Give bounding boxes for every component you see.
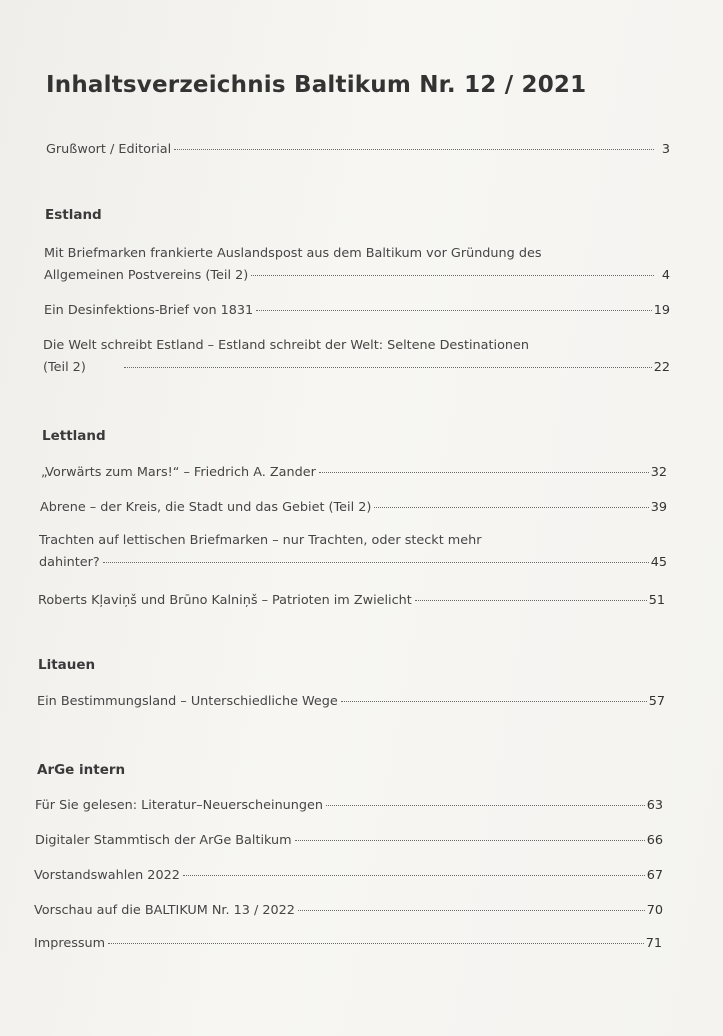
section-heading-litauen: Litauen bbox=[38, 657, 96, 673]
leader-dots bbox=[103, 561, 649, 563]
leader-dots bbox=[415, 599, 647, 601]
toc-entry[interactable] bbox=[34, 933, 662, 955]
entry-title: Vorstandswahlen 2022 bbox=[34, 868, 180, 883]
entry-title-line1: Mit Briefmarken frankierte Auslandspost aus dem Baltikum vor Gründung des bbox=[44, 246, 542, 261]
toc-entry[interactable] bbox=[37, 691, 665, 713]
entry-page-number: 70 bbox=[646, 903, 663, 918]
entry-page-number: 71 bbox=[645, 936, 662, 951]
entry-title: Grußwort / Editorial bbox=[46, 142, 172, 157]
toc-entry[interactable] bbox=[43, 335, 670, 379]
toc-entry[interactable] bbox=[39, 530, 667, 574]
entry-title: (Teil 2) bbox=[43, 360, 86, 375]
toc-entry[interactable] bbox=[44, 243, 670, 287]
section-heading-estland: Estland bbox=[45, 207, 102, 223]
entry-page-number: 51 bbox=[648, 593, 665, 608]
toc-entry-editorial[interactable] bbox=[46, 139, 670, 161]
page-title: Inhaltsverzeichnis Baltikum Nr. 12 / 2021 bbox=[46, 72, 587, 98]
leader-dots bbox=[298, 909, 645, 911]
entry-title: Impressum bbox=[34, 936, 106, 951]
entry-title: Roberts Kļaviņš und Brūno Kalniņš – Patrioten im Zwielicht bbox=[38, 593, 412, 608]
entry-title: Ein Bestimmungsland – Unterschiedliche Wege bbox=[37, 694, 338, 709]
entry-page-number: 63 bbox=[646, 798, 663, 813]
toc-entry[interactable] bbox=[34, 865, 663, 887]
entry-title: Für Sie gelesen: Literatur–Neuerscheinungen bbox=[35, 798, 324, 813]
leader-dots bbox=[108, 942, 644, 944]
leader-dots bbox=[256, 309, 652, 311]
entry-title: Abrene – der Kreis, die Stadt und das Gebiet (Teil 2) bbox=[40, 500, 372, 515]
leader-dots bbox=[341, 700, 647, 702]
toc-entry[interactable] bbox=[38, 590, 665, 612]
entry-title: Ein Desinfektions-Brief von 1831 bbox=[44, 303, 254, 318]
entry-title-line1: Die Welt schreibt Estland – Estland schreibt der Welt: Seltene Destinationen bbox=[43, 338, 529, 353]
entry-page-number: 22 bbox=[653, 360, 670, 375]
entry-title: Allgemeinen Postvereins (Teil 2) bbox=[44, 268, 249, 283]
entry-title: Vorschau auf die BALTIKUM Nr. 13 / 2022 bbox=[34, 903, 295, 918]
toc-entry[interactable] bbox=[44, 300, 670, 322]
section-heading-lettland: Lettland bbox=[42, 428, 106, 444]
entry-page-number: 57 bbox=[648, 694, 665, 709]
leader-dots bbox=[319, 471, 649, 473]
entry-title: Digitaler Stammtisch der ArGe Baltikum bbox=[35, 833, 292, 848]
entry-page-number: 45 bbox=[650, 555, 667, 570]
entry-page-number: 19 bbox=[653, 303, 670, 318]
entry-title: dahinter? bbox=[39, 555, 100, 570]
leader-dots bbox=[295, 839, 645, 841]
entry-page-number: 4 bbox=[661, 268, 670, 283]
leader-dots bbox=[374, 506, 648, 508]
toc-entry[interactable] bbox=[35, 830, 663, 852]
entry-page-number: 3 bbox=[661, 142, 670, 157]
toc-entry[interactable] bbox=[41, 462, 667, 484]
leader-dots bbox=[183, 874, 645, 876]
entry-page-number: 67 bbox=[646, 868, 663, 883]
section-heading-arge-intern: ArGe intern bbox=[37, 762, 126, 778]
entry-title-line1: Trachten auf lettischen Briefmarken – nur Trachten, oder steckt mehr bbox=[39, 533, 482, 548]
entry-page-number: 39 bbox=[650, 500, 667, 515]
toc-entry[interactable] bbox=[35, 795, 663, 817]
toc-entry[interactable] bbox=[34, 900, 663, 922]
leader-dots bbox=[326, 804, 645, 806]
entry-page-number: 32 bbox=[650, 465, 667, 480]
entry-page-number: 66 bbox=[646, 833, 663, 848]
toc-entry[interactable] bbox=[40, 497, 667, 519]
leader-dots bbox=[174, 148, 654, 150]
leader-dots bbox=[124, 366, 652, 368]
leader-dots bbox=[251, 274, 654, 276]
entry-title: „Vorwärts zum Mars!“ – Friedrich A. Zander bbox=[41, 465, 316, 480]
